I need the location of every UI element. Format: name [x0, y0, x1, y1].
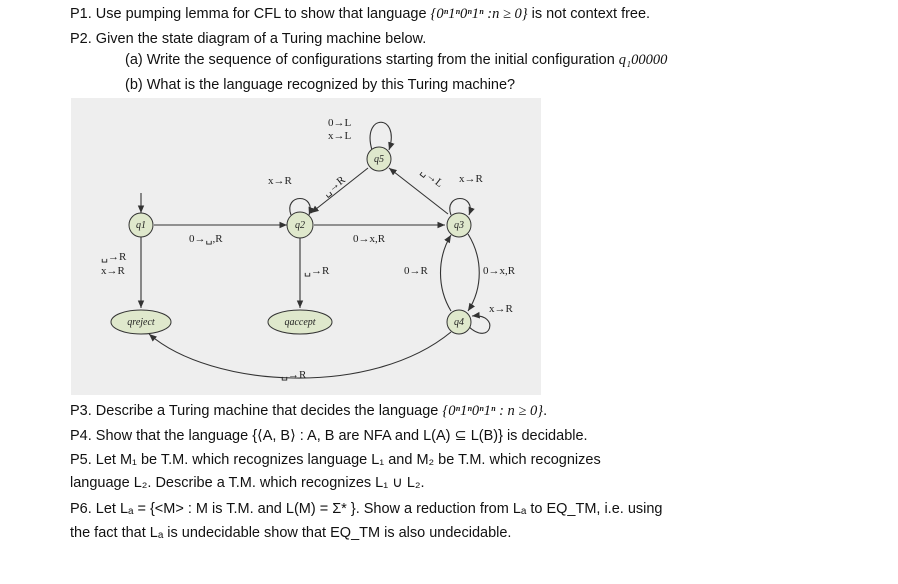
p1-text: P1. Use pumping lemma for CFL to show that language: [70, 6, 431, 22]
label-q5-loop-1: 0→L: [328, 117, 352, 129]
label-q4-loop: x→R: [489, 303, 513, 315]
p2b-line: (b) What is the language recognized by this Turing machine?: [125, 77, 516, 93]
state-reject-label: qreject: [127, 317, 155, 328]
p2a-config: q₁00000: [618, 52, 668, 68]
p2a-line: [125, 51, 667, 69]
state-q2-label: q2: [295, 220, 305, 231]
state-q4-label: q4: [454, 317, 464, 328]
p5-line-2: language L₂. Describe a T.M. which recognizes L₁ ∪ L₂.: [70, 475, 425, 491]
label-q3-loop: x→R: [459, 173, 483, 185]
label-q5-loop-2: x→L: [328, 130, 352, 142]
label-q2-q3: 0→x,R: [353, 233, 386, 245]
label-q4-reject: ␣→R: [281, 369, 307, 381]
p5-line-1: P5. Let M₁ be T.M. which recognizes language L₁ and M₂ be T.M. which recognizes: [70, 452, 601, 468]
p1-set: {0ⁿ1ⁿ0ⁿ1ⁿ :n ≥ 0}: [430, 6, 528, 22]
state-q1-label: q1: [136, 220, 146, 231]
label-q2-accept: ␣→R: [304, 265, 330, 277]
p4-line: P4. Show that the language {⟨A, B⟩ : A, B are NFA and L(A) ⊆ L(B)} is decidable.: [70, 428, 588, 444]
p2-intro: P2. Given the state diagram of a Turing machine below.: [70, 31, 427, 47]
p3-text: P3. Describe a Turing machine that decides the language: [70, 403, 443, 419]
p1-suffix: is not context free.: [527, 6, 651, 22]
label-q3-q5: ␣→L: [418, 165, 446, 190]
p3-set: {0ⁿ1ⁿ0ⁿ1ⁿ : n ≥ 0}: [442, 403, 544, 419]
state-accept-label: qaccept: [284, 317, 316, 328]
label-q1-q2: 0→␣,R: [189, 233, 223, 245]
p6-line-1: P6. Let Lₐ = {<M> : M is T.M. and L(M) = Σ* }. Show a reduction from Lₐ to EQ_TM, i.e. using: [70, 501, 663, 517]
label-q4-q3: 0→R: [404, 265, 428, 277]
label-q3-q4: 0→x,R: [483, 265, 516, 277]
p6-line-2: the fact that Lₐ is undecidable show that EQ_TM is also undecidable.: [70, 525, 512, 541]
label-q5-q2: ␣→R: [320, 173, 348, 199]
p2a-text: (a) Write the sequence of configurations starting from the initial configuration: [125, 52, 619, 68]
state-q5-label: q5: [374, 154, 384, 165]
p3-suffix: .: [543, 403, 548, 419]
label-q2-loop: x→R: [268, 175, 292, 187]
turing-machine-diagram: [71, 98, 541, 395]
p3-line: [70, 402, 547, 420]
p1-line: [70, 5, 650, 23]
label-q1-reject-1: ␣→R: [101, 251, 127, 263]
state-q3-label: q3: [454, 220, 464, 231]
label-q1-reject-2: x→R: [101, 265, 125, 277]
